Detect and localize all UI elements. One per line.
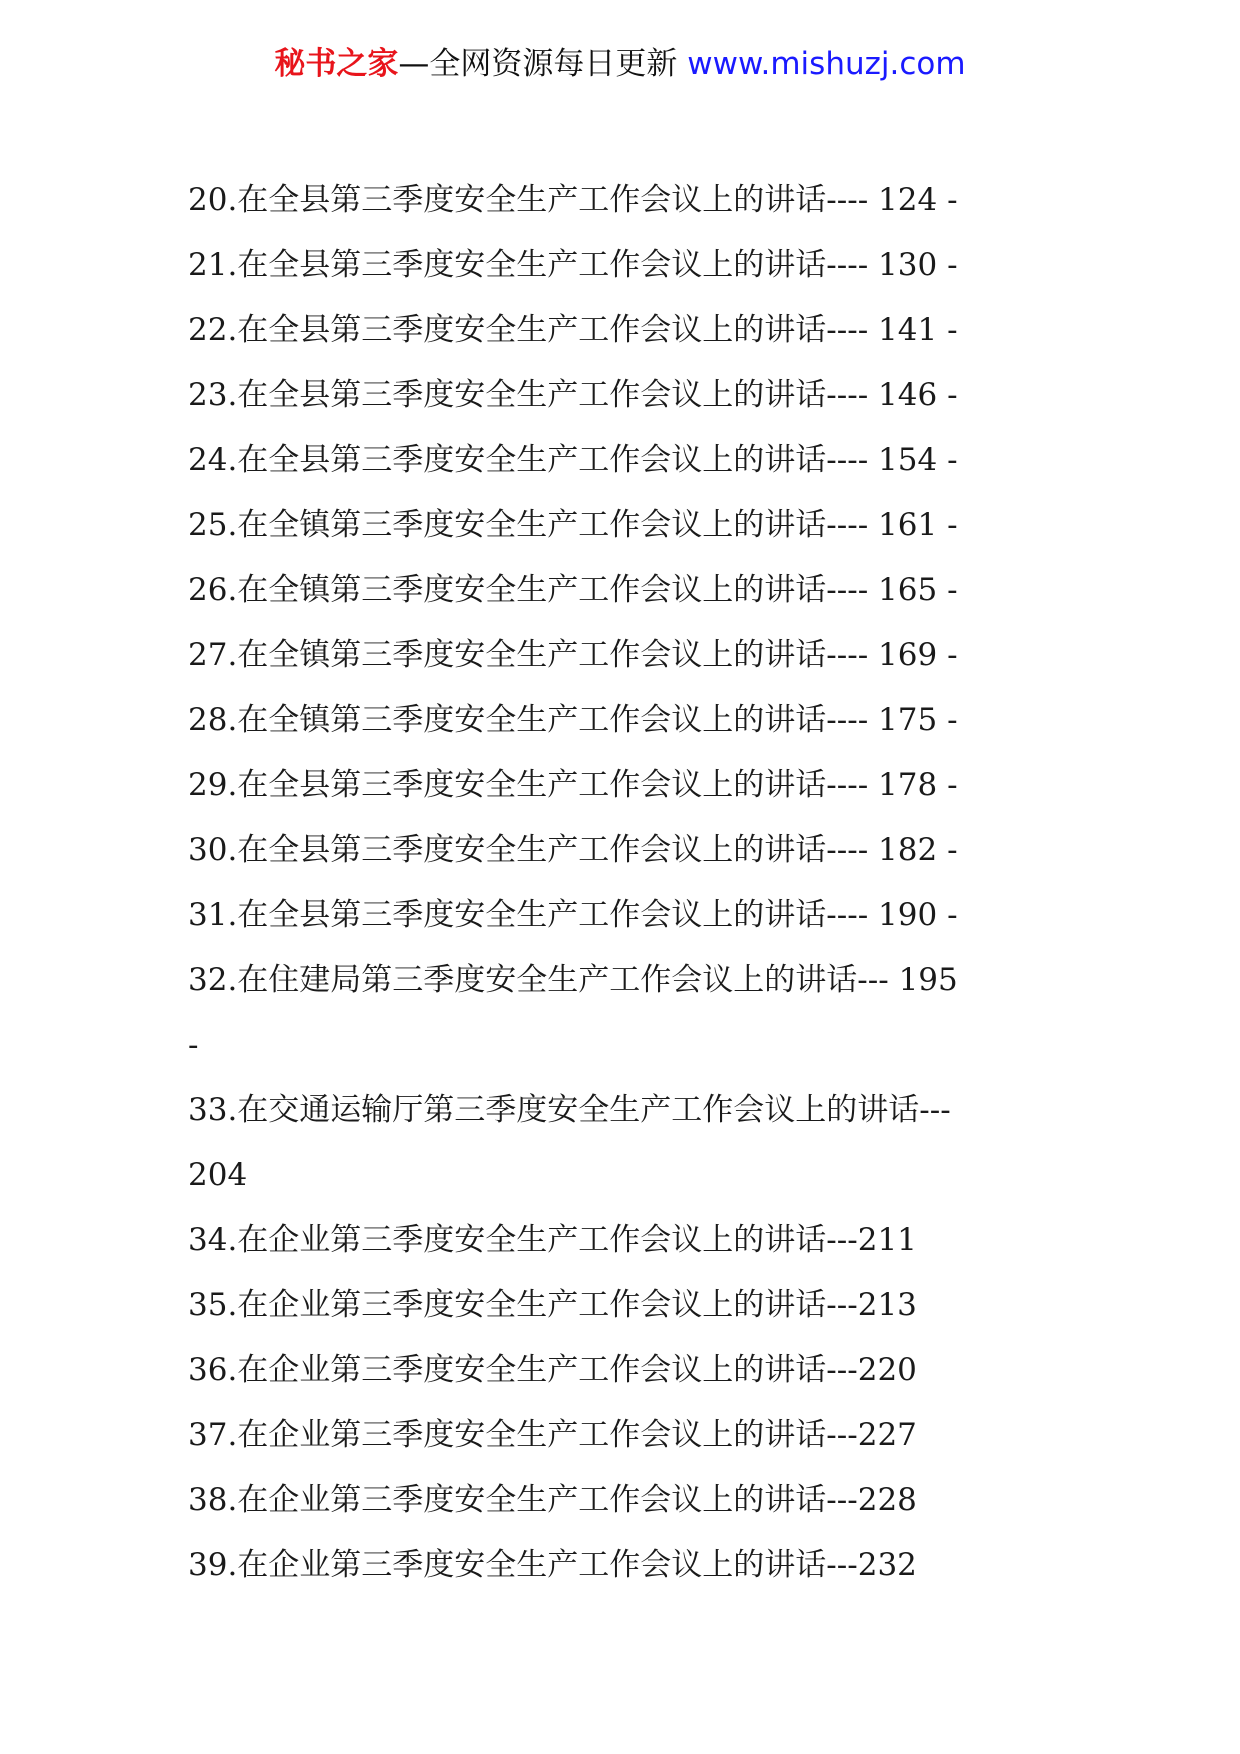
brand-name: 秘书之家 (274, 46, 399, 82)
toc-entry-32-continued: - (188, 1027, 199, 1063)
site-url-link[interactable]: www.mishuzj.com (687, 46, 966, 82)
page-header (0, 42, 1240, 86)
toc-entry-37: 37.在企业第三季度安全生产工作会议上的讲话---227 (188, 1417, 917, 1453)
toc-entry-39: 39.在企业第三季度安全生产工作会议上的讲话---232 (188, 1547, 917, 1583)
toc-entry-27: 27.在全镇第三季度安全生产工作会议上的讲话---- 169 - (188, 637, 958, 673)
toc-entry-33: 33.在交通运输厅第三季度安全生产工作会议上的讲话--- (188, 1092, 951, 1128)
toc-entry-25: 25.在全镇第三季度安全生产工作会议上的讲话---- 161 - (188, 507, 958, 543)
toc-entry-32: 32.在住建局第三季度安全生产工作会议上的讲话--- 195 (188, 962, 958, 998)
header-tagline: —全网资源每日更新 (398, 46, 688, 82)
toc-entry-29: 29.在全县第三季度安全生产工作会议上的讲话---- 178 - (188, 767, 958, 803)
toc-entry-24: 24.在全县第三季度安全生产工作会议上的讲话---- 154 - (188, 442, 958, 478)
toc-entry-21: 21.在全县第三季度安全生产工作会议上的讲话---- 130 - (188, 247, 958, 283)
toc-entry-28: 28.在全镇第三季度安全生产工作会议上的讲话---- 175 - (188, 702, 958, 738)
toc-entry-23: 23.在全县第三季度安全生产工作会议上的讲话---- 146 - (188, 377, 958, 413)
toc-entry-30: 30.在全县第三季度安全生产工作会议上的讲话---- 182 - (188, 832, 958, 868)
toc-entry-34: 34.在企业第三季度安全生产工作会议上的讲话---211 (188, 1222, 917, 1258)
toc-entry-31: 31.在全县第三季度安全生产工作会议上的讲话---- 190 - (188, 897, 958, 933)
toc-entry-22: 22.在全县第三季度安全生产工作会议上的讲话---- 141 - (188, 312, 958, 348)
toc-entry-38: 38.在企业第三季度安全生产工作会议上的讲话---228 (188, 1482, 917, 1518)
toc-entry-26: 26.在全镇第三季度安全生产工作会议上的讲话---- 165 - (188, 572, 958, 608)
toc-entry-35: 35.在企业第三季度安全生产工作会议上的讲话---213 (188, 1287, 917, 1323)
toc-entry-33-continued: 204 (188, 1157, 248, 1193)
table-of-contents (188, 168, 1078, 1598)
toc-entry-36: 36.在企业第三季度安全生产工作会议上的讲话---220 (188, 1352, 917, 1388)
toc-entry-20: 20.在全县第三季度安全生产工作会议上的讲话---- 124 - (188, 182, 958, 218)
